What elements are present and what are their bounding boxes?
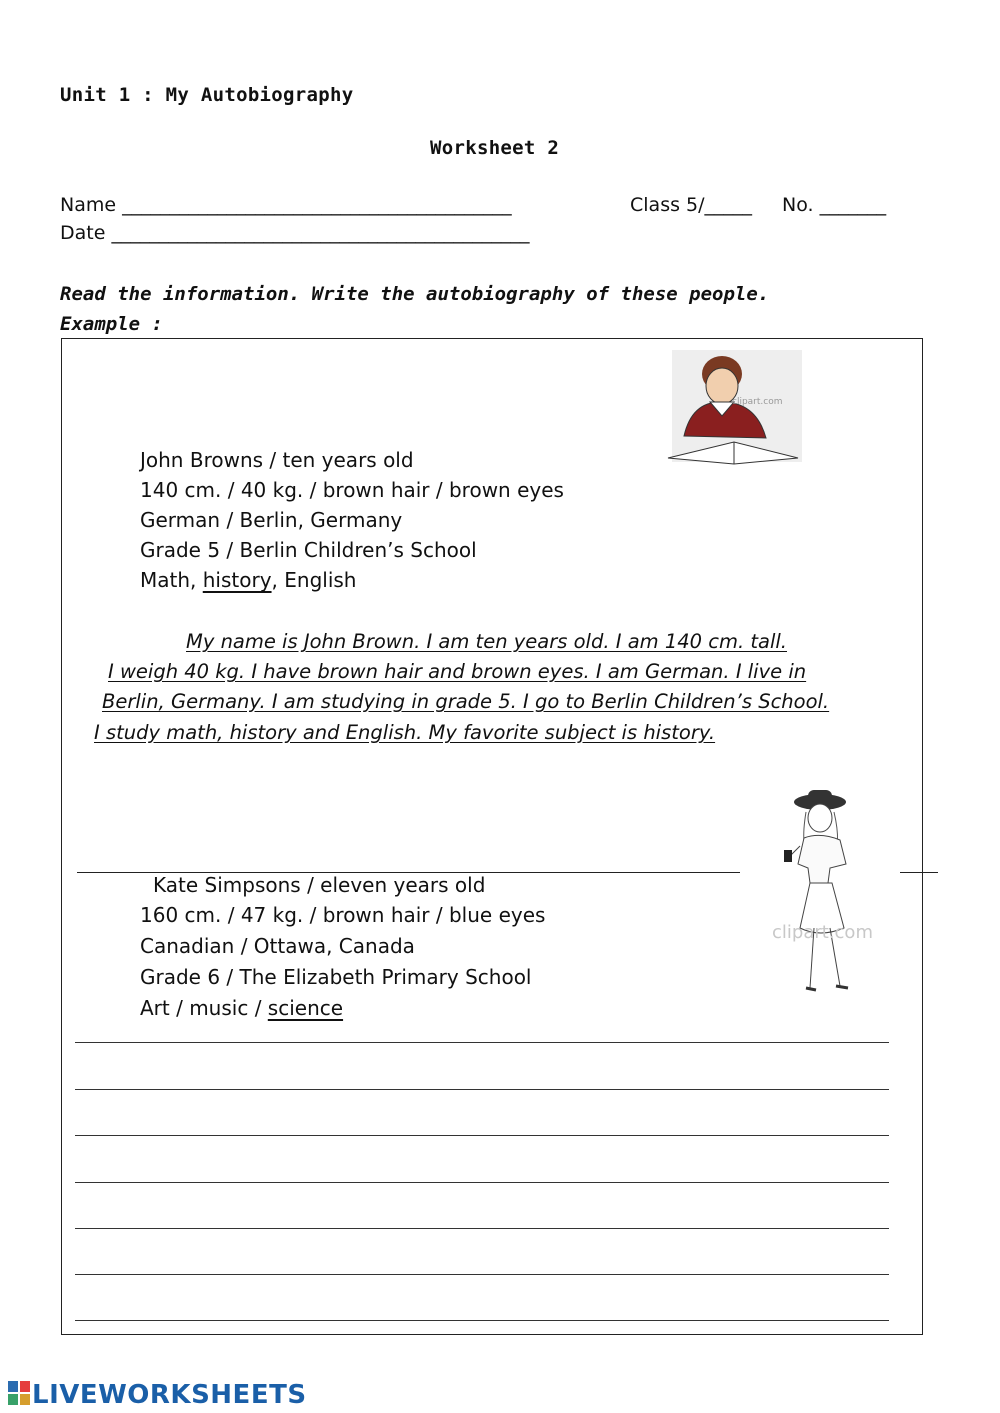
example-line: Math, history, English <box>140 568 357 592</box>
name-blank: _________________________________________ <box>122 194 512 216</box>
example-info <box>140 445 564 595</box>
girl-watermark: clipart.com <box>772 922 873 943</box>
example-line: 140 cm. / 40 kg. / brown hair / brown eyes <box>140 478 564 502</box>
writing-line[interactable] <box>75 1089 889 1090</box>
answer-line: I study math, history and English. My favorite subject is history. <box>94 721 716 744</box>
class-field[interactable]: Class 5/_____ <box>630 194 753 216</box>
writing-line[interactable] <box>75 1274 889 1275</box>
answer-line: I weigh 40 kg. I have brown hair and brown eyes. I am German. I live in <box>108 660 807 683</box>
writing-line[interactable] <box>75 1042 889 1043</box>
kate-line: Kate Simpsons / eleven years old <box>153 873 486 897</box>
instructions-text: Read the information. Write the autobiography of these people. <box>60 283 770 305</box>
unit-title: Unit 1 : My Autobiography <box>60 84 354 106</box>
kate-line: Canadian / Ottawa, Canada <box>140 934 415 958</box>
number-field[interactable]: No. _______ <box>782 194 887 216</box>
writing-line[interactable] <box>75 1228 889 1229</box>
kate-line: 160 cm. / 47 kg. / brown hair / blue eyes <box>140 903 546 927</box>
writing-line[interactable] <box>75 1182 889 1183</box>
writing-line[interactable] <box>75 1320 889 1321</box>
name-field[interactable] <box>60 194 512 216</box>
answer-line: My name is John Brown. I am ten years old. I am 140 cm. tall. <box>186 630 787 653</box>
kate-line: Art / music / science <box>140 996 344 1020</box>
date-label: Date <box>60 222 106 244</box>
separator-line <box>900 872 938 873</box>
answer-line: Berlin, Germany. I am studying in grade 5. I go to Berlin Children’s School. <box>102 690 830 713</box>
boy-watermark: clipart.com <box>732 397 783 407</box>
boy-reading-illustration <box>664 346 804 468</box>
favorite-subject: history <box>202 568 272 592</box>
name-label: Name <box>60 194 117 216</box>
example-line: John Browns / ten years old <box>140 448 414 472</box>
kate-info <box>140 900 545 1023</box>
worksheet-title: Worksheet 2 <box>430 137 560 159</box>
liveworksheets-logo <box>8 1380 307 1410</box>
example-line: German / Berlin, Germany <box>140 508 403 532</box>
logo-text: LIVEWORKSHEETS <box>32 1380 307 1410</box>
date-field[interactable] <box>60 222 529 244</box>
logo-badge-icon <box>8 1381 30 1405</box>
example-label: Example : <box>60 313 163 335</box>
date-blank: ____________________________________________ <box>111 222 530 244</box>
example-line: Grade 5 / Berlin Children’s School <box>140 538 477 562</box>
writing-line[interactable] <box>75 1135 889 1136</box>
girl-illustration <box>770 788 885 1008</box>
kate-line: Grade 6 / The Elizabeth Primary School <box>140 965 532 989</box>
favorite-subject: science <box>267 996 344 1020</box>
